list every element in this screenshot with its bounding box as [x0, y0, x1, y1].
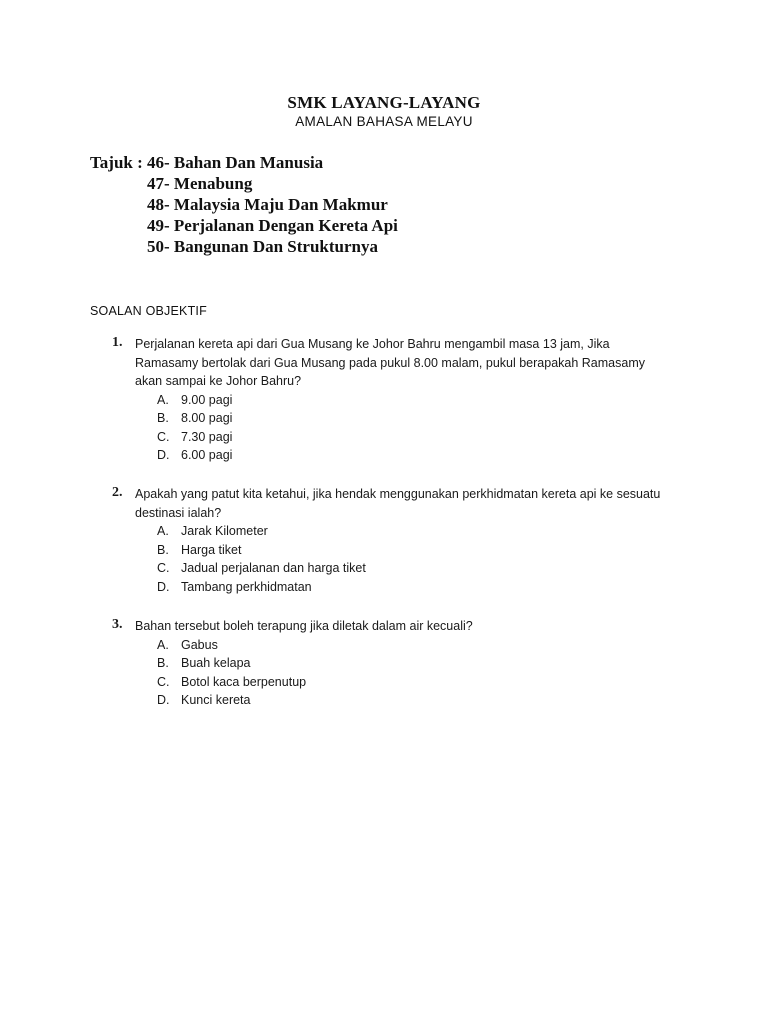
option-letter: D.: [157, 693, 170, 707]
option-b: [157, 409, 672, 428]
section-title: SOALAN OBJEKTIF: [90, 304, 207, 318]
topic-text: 46- Bahan Dan Manusia: [147, 153, 324, 172]
topic-item: [90, 194, 398, 215]
topic-text: 50- Bangunan Dan Strukturnya: [147, 237, 378, 256]
option-letter: A.: [157, 524, 169, 538]
option-b: [157, 541, 672, 560]
subject-name: AMALAN BAHASA MELAYU: [295, 114, 473, 129]
option-text: Botol kaca berpenutup: [181, 674, 307, 689]
option-letter: C.: [157, 674, 170, 689]
option-letter: A.: [157, 392, 169, 407]
option-list: [157, 636, 672, 710]
option-letter: D.: [157, 579, 170, 594]
option-a: [157, 391, 672, 410]
option-letter: B.: [157, 656, 169, 670]
topic-text: 48- Malaysia Maju Dan Makmur: [147, 195, 388, 214]
option-text: Gabus: [181, 637, 218, 652]
option-d: [157, 691, 672, 710]
option-text: 8.00 pagi: [181, 411, 233, 425]
option-letter: B.: [157, 542, 169, 557]
question-number: 2.: [112, 485, 123, 500]
option-text: Tambang perkhidmatan: [181, 579, 312, 594]
option-letter: D.: [157, 448, 170, 462]
option-text: Jadual perjalanan dan harga tiket: [181, 561, 366, 575]
topic-item: [90, 215, 398, 236]
question-text: Bahan tersebut boleh terapung jika diletak dalam air kecuali?: [135, 619, 473, 633]
option-text: 6.00 pagi: [181, 448, 233, 462]
option-b: [157, 654, 672, 673]
question-number: 1.: [112, 335, 123, 350]
question-1: [112, 335, 672, 465]
topic-item: [90, 173, 398, 194]
option-a: [157, 522, 672, 541]
option-letter: C.: [157, 561, 170, 575]
question-3: [112, 617, 672, 710]
option-list: [157, 522, 672, 596]
option-text: 9.00 pagi: [181, 392, 233, 407]
option-a: [157, 636, 672, 655]
question-2: [112, 485, 672, 596]
option-c: [157, 428, 672, 447]
topic-item: [90, 152, 398, 173]
topic-text: 47- Menabung: [147, 174, 253, 193]
question-text: Perjalanan kereta api dari Gua Musang ke Johor Bahru mengambil masa 13 jam, Jika Ramasamy bertolak dari Gua Musang pada pukul 8.00 malam, pukul berapakah Ramasamy akan sampai ke Johor Bahru?: [135, 337, 645, 388]
option-text: Jarak Kilometer: [181, 524, 268, 538]
option-text: Harga tiket: [181, 542, 242, 557]
option-text: 7.30 pagi: [181, 429, 233, 444]
option-list: [157, 391, 672, 465]
school-name: SMK LAYANG-LAYANG: [287, 93, 481, 112]
topic-item: [90, 236, 398, 257]
topic-text: 49- Perjalanan Dengan Kereta Api: [147, 216, 398, 235]
question-text: Apakah yang patut kita ketahui, jika hendak menggunakan perkhidmatan kereta api ke sesuatu destinasi ialah?: [135, 487, 661, 520]
option-d: [157, 446, 672, 465]
option-c: [157, 559, 672, 578]
option-text: Kunci kereta: [181, 693, 251, 707]
option-d: [157, 578, 672, 597]
option-letter: C.: [157, 429, 170, 444]
topic-list: [90, 152, 398, 257]
question-number: 3.: [112, 617, 123, 632]
topic-label: Tajuk :: [90, 153, 143, 172]
option-c: [157, 673, 672, 692]
option-letter: B.: [157, 411, 169, 425]
option-text: Buah kelapa: [181, 656, 251, 670]
option-letter: A.: [157, 637, 169, 652]
